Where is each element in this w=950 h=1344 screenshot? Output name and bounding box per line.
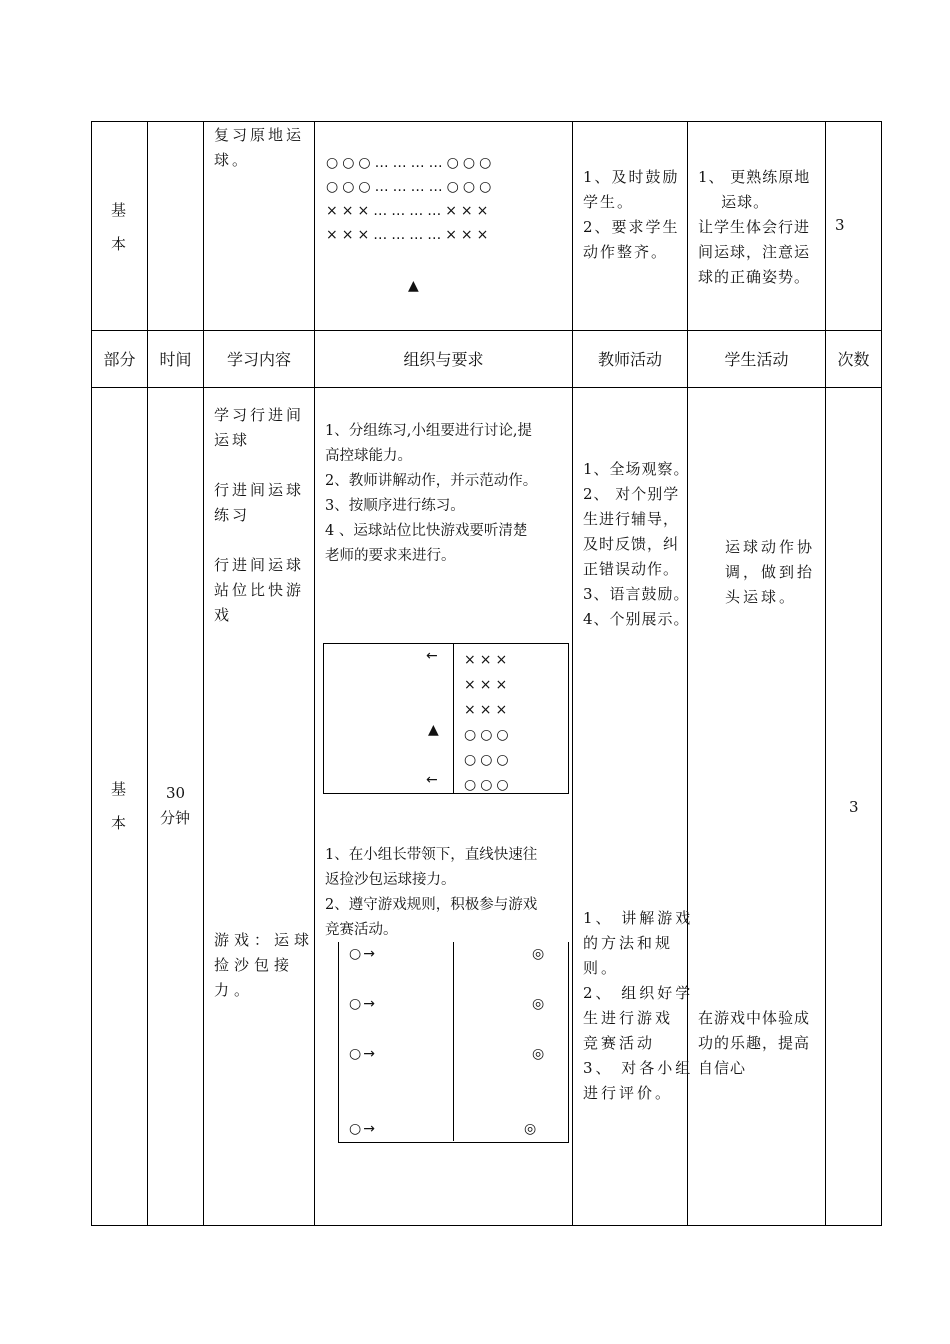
content-line: 练习	[214, 506, 251, 524]
student-rows	[464, 648, 513, 798]
top-student-line: 1、 更熟练原地	[698, 168, 811, 186]
student-row: ○○○	[464, 777, 513, 793]
formation-row: ×××…………×××	[326, 203, 493, 219]
col-line-7	[881, 121, 882, 1226]
teacher-line: 生进行辅导，	[583, 510, 680, 528]
header-time: 时间	[159, 350, 192, 369]
top-teacher-line: 学生。	[583, 193, 635, 211]
student-line: 调，做到抬	[725, 563, 816, 581]
teacher-block-a	[583, 457, 690, 632]
top-teacher-line: 2、要求学生	[583, 218, 680, 236]
main-count: 3	[849, 798, 859, 816]
content-line: 戏	[214, 606, 233, 624]
content-line: 站位比快游	[214, 581, 305, 599]
teacher-line: 竞赛活动	[583, 1034, 656, 1052]
main-time-number: 30	[166, 784, 186, 802]
relay-game-diagram	[338, 942, 569, 1143]
teacher-line: 4、个别展示。	[583, 610, 690, 628]
teacher-line: 及时反馈，纠	[583, 535, 680, 553]
teacher-block-b	[583, 906, 693, 1106]
top-part-char-1: 基	[111, 201, 127, 219]
content-block-d	[214, 928, 314, 1003]
runner-icon: ○→	[349, 1121, 377, 1137]
teacher-line: 2、 对个别学	[583, 485, 680, 503]
top-teacher	[583, 165, 680, 265]
diagram-divider	[453, 942, 454, 1141]
col-line-0	[91, 121, 92, 1226]
header-student-activity: 学生活动	[724, 350, 789, 369]
top-content-line: 复习原地运	[214, 126, 305, 144]
content-block-c	[214, 553, 304, 628]
student-line: 运球动作协	[725, 538, 816, 556]
top-part-char-2: 本	[111, 235, 127, 253]
formation-row: ○○○…………○○○	[326, 179, 496, 195]
diagram-divider	[453, 644, 454, 793]
sandbag-target-icon: ◎	[524, 1121, 541, 1137]
header-row-bottom-line	[91, 387, 882, 388]
content-block-a	[214, 403, 304, 453]
org-line: 老师的要求来进行。	[325, 548, 456, 564]
teacher-line: 2、 组织好学	[583, 984, 694, 1002]
dribble-formation-diagram	[323, 643, 569, 794]
teacher-line: 3、 对各小组	[583, 1059, 694, 1077]
student-row: ×××	[464, 677, 512, 693]
student-line: 自信心	[698, 1059, 747, 1077]
content-line: 行进间运球	[214, 481, 305, 499]
sandbag-target-icon: ◎	[532, 1046, 549, 1062]
left-arrow-icon: ←	[426, 648, 442, 664]
col-line-1	[147, 121, 148, 1226]
org-line: 返捡沙包运球接力。	[325, 872, 456, 888]
student-line: 在游戏中体验成	[698, 1009, 811, 1027]
top-student-line: 运球。	[698, 193, 770, 211]
table-border-bottom	[91, 1225, 882, 1226]
formation-row: ×××…………×××	[326, 227, 493, 243]
teacher-line: 的方法和规	[583, 934, 674, 952]
content-line: 运球	[214, 431, 251, 449]
teacher-line: 生进行游戏	[583, 1009, 674, 1027]
org-line: 1、分组练习,小组要进行讨论,提	[325, 423, 532, 439]
left-arrow-icon: ←	[426, 772, 442, 788]
org-line: 3、按顺序进行练习。	[325, 498, 465, 514]
org-line: 4 、运球站位比快游戏要听清楚	[325, 523, 528, 539]
sandbag-target-icon: ◎	[532, 996, 549, 1012]
top-count: 3	[835, 216, 845, 234]
teacher-line: 进行评价。	[583, 1084, 674, 1102]
sandbag-target-icon: ◎	[532, 946, 549, 962]
table-border-top	[91, 121, 882, 122]
formation-row: ○○○…………○○○	[326, 155, 496, 171]
org-block-b	[325, 843, 537, 943]
student-block-b	[698, 1006, 810, 1081]
content-line: 学习行进间	[214, 406, 305, 424]
runner-icon: ○→	[349, 996, 377, 1012]
top-teacher-line: 动作整齐。	[583, 243, 669, 261]
col-line-6	[825, 121, 826, 1226]
teacher-line: 正错误动作。	[583, 560, 680, 578]
content-line: 捡沙包接	[214, 956, 295, 974]
top-content-line: 球。	[214, 151, 251, 169]
teacher-marker-icon: ▲	[428, 722, 443, 738]
teacher-line: 1、全场观察。	[583, 460, 690, 478]
teacher-line: 3、语言鼓励。	[583, 585, 690, 603]
top-student	[698, 165, 810, 290]
student-row: ○○○	[464, 752, 513, 768]
org-line: 高控球能力。	[325, 448, 412, 464]
student-row: ×××	[464, 702, 512, 718]
student-block-a	[725, 535, 815, 610]
teacher-line: 1、 讲解游戏	[583, 909, 694, 927]
content-line: 游戏：运球	[214, 931, 315, 949]
top-student-line: 球的正确姿势。	[698, 268, 811, 286]
top-student-line: 间运球，注意运	[698, 243, 811, 261]
org-block-a	[325, 419, 537, 569]
teacher-marker-icon: ▲	[408, 278, 423, 294]
header-part: 部分	[103, 350, 136, 369]
main-time-unit: 分钟	[160, 809, 191, 827]
org-line: 2、教师讲解动作，并示范动作。	[325, 473, 538, 489]
student-line: 头运球。	[725, 588, 798, 606]
top-teacher-line: 1、及时鼓励	[583, 168, 680, 186]
org-line: 1、在小组长带领下，直线快速往	[325, 847, 538, 863]
col-line-4	[572, 121, 573, 1226]
content-line: 行进间运球	[214, 556, 305, 574]
top-formation	[326, 151, 495, 247]
header-teacher-activity: 教师活动	[597, 350, 662, 369]
header-organization: 组织与要求	[403, 350, 484, 369]
col-line-2	[203, 121, 204, 1226]
runner-icon: ○→	[349, 946, 377, 962]
top-student-line: 让学生体会行进	[698, 218, 811, 236]
main-part-char-2: 本	[111, 814, 127, 832]
col-line-3	[314, 121, 315, 1226]
org-line: 竞赛活动。	[325, 922, 398, 938]
top-content	[214, 123, 310, 173]
student-row: ×××	[464, 652, 512, 668]
main-part-char-1: 基	[111, 780, 127, 798]
content-line: 力。	[214, 981, 255, 999]
student-row: ○○○	[464, 727, 513, 743]
header-row-top-line	[91, 330, 882, 331]
org-line: 2、遵守游戏规则，积极参与游戏	[325, 897, 538, 913]
header-count: 次数	[837, 350, 870, 369]
header-content: 学习内容	[226, 350, 291, 369]
content-block-b	[214, 478, 304, 528]
teacher-line: 则。	[583, 959, 620, 977]
student-line: 功的乐趣，提高	[698, 1034, 811, 1052]
runner-icon: ○→	[349, 1046, 377, 1062]
